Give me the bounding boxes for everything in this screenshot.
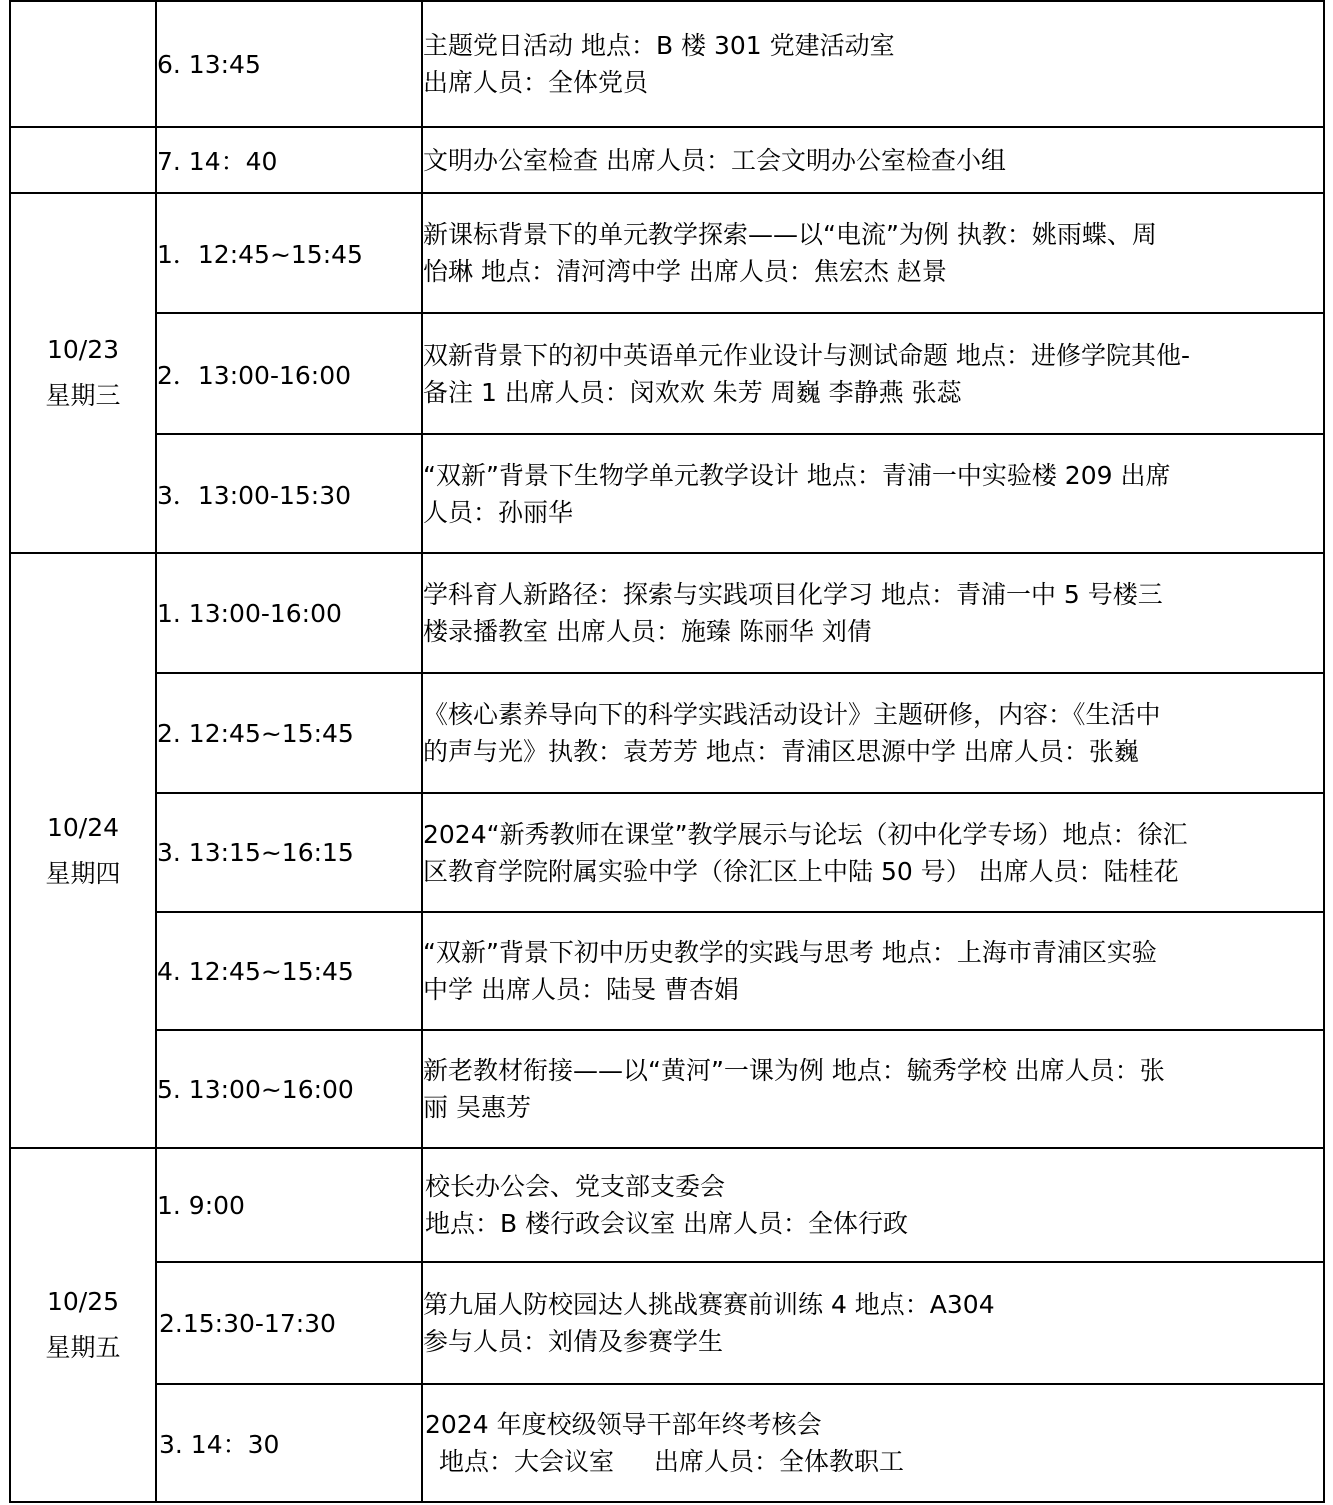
event-line: 参与人员：刘倩及参赛学生 <box>423 1327 724 1356</box>
weekday-label: 星期四 <box>45 858 121 888</box>
day-cell <box>10 553 156 1148</box>
event-cell <box>422 1262 1324 1384</box>
event-cell <box>422 1030 1324 1148</box>
event-cell <box>422 1148 1324 1262</box>
event-cell <box>422 912 1324 1030</box>
location-text: 地点：大会议室 <box>439 1447 615 1476</box>
day-cell <box>10 127 156 193</box>
attendees-text: 出席人员：全体教职工 <box>654 1447 905 1476</box>
event-line <box>425 1443 1323 1480</box>
time-cell: 3. 13:15~16:15 <box>156 793 422 912</box>
event-cell <box>422 313 1324 434</box>
time-cell: 1. 9:00 <box>156 1148 422 1262</box>
table-row <box>10 1262 1324 1384</box>
event-line: 丽 吴惠芳 <box>423 1093 531 1122</box>
event-line: 2024 年度校级领导干部年终考核会 <box>425 1410 822 1439</box>
date-label: 10/24 <box>46 812 120 842</box>
day-cell <box>10 193 156 553</box>
day-cell <box>10 1 156 127</box>
event-cell <box>422 193 1324 313</box>
table-row <box>10 434 1324 553</box>
event-cell <box>422 553 1324 673</box>
event-line: 2024“新秀教师在课堂”教学展示与论坛（初中化学专场）地点：徐汇 <box>423 819 1188 849</box>
event-line: 人员：孙丽华 <box>423 497 574 527</box>
time-cell: 2. 12:45~15:45 <box>156 673 422 793</box>
event-line: 中学 出席人员：陆旻 曹杏娟 <box>423 975 739 1004</box>
weekday-label: 星期三 <box>45 381 121 410</box>
time-cell: 3．13:00-15:30 <box>156 434 422 553</box>
event-cell <box>422 1384 1324 1502</box>
time-cell: 2．13:00-16:00 <box>156 313 422 434</box>
event-line: “双新”背景下初中历史教学的实践与思考 地点：上海市青浦区实验 <box>423 938 1157 967</box>
schedule-table <box>9 0 1325 1503</box>
table-row <box>10 1384 1324 1502</box>
date-label: 10/23 <box>46 335 120 364</box>
event-cell <box>422 127 1324 193</box>
time-cell: 2.15:30-17:30 <box>156 1262 422 1384</box>
table-row <box>10 1148 1324 1262</box>
table-row <box>10 127 1324 193</box>
table-row <box>10 912 1324 1030</box>
time-cell: 5. 13:00~16:00 <box>156 1030 422 1148</box>
event-line: 双新背景下的初中英语单元作业设计与测试命题 地点：进修学院其他- <box>423 340 1190 370</box>
event-line: 《核心素养导向下的科学实践活动设计》主题研修，内容：《生活中 <box>423 700 1161 729</box>
event-line: 备注 1 出席人员：闵欢欢 朱芳 周巍 李静燕 张蕊 <box>423 377 962 407</box>
day-cell <box>10 1148 156 1502</box>
table-row <box>10 1 1324 127</box>
event-line: 地点：B 楼行政会议室 出席人员：全体行政 <box>425 1209 909 1238</box>
event-cell <box>422 1 1324 127</box>
time-cell: 7. 14：40 <box>156 127 422 193</box>
time-cell: 1．12:45~15:45 <box>156 193 422 313</box>
event-line: 楼录播教室 出席人员：施臻 陈丽华 刘倩 <box>423 617 872 646</box>
event-line: 主题党日活动 地点：B 楼 301 党建活动室 <box>423 31 895 60</box>
event-line: 第九届人防校园达人挑战赛赛前训练 4 地点：A304 <box>423 1290 995 1319</box>
event-line: 新老教材衔接——以“黄河”一课为例 地点：毓秀学校 出席人员：张 <box>423 1056 1165 1085</box>
event-line: 怡琳 地点：清河湾中学 出席人员：焦宏杰 赵景 <box>423 257 947 286</box>
time-cell: 3. 14：30 <box>156 1384 422 1502</box>
event-line: 新课标背景下的单元教学探索——以“电流”为例 执教：姚雨蝶、周 <box>423 220 1157 249</box>
table-row <box>10 313 1324 434</box>
event-line: 文明办公室检查 出席人员：工会文明办公室检查小组 <box>423 145 1006 175</box>
event-line: “双新”背景下生物学单元教学设计 地点：青浦一中实验楼 209 出席 <box>423 460 1171 490</box>
time-cell: 6. 13:45 <box>156 1 422 127</box>
table-row <box>10 553 1324 673</box>
event-cell <box>422 434 1324 553</box>
date-label: 10/25 <box>46 1287 120 1316</box>
event-cell <box>422 793 1324 912</box>
time-cell: 1. 13:00-16:00 <box>156 553 422 673</box>
table-row <box>10 793 1324 912</box>
event-line: 学科育人新路径：探索与实践项目化学习 地点：青浦一中 5 号楼三 <box>423 580 1163 609</box>
table-row <box>10 673 1324 793</box>
table-row <box>10 1030 1324 1148</box>
event-line: 出席人员：全体党员 <box>423 68 649 97</box>
event-cell <box>422 673 1324 793</box>
weekday-label: 星期五 <box>45 1333 121 1362</box>
event-line: 的声与光》执教：袁芳芳 地点：青浦区思源中学 出席人员：张巍 <box>423 737 1139 766</box>
event-line: 区教育学院附属实验中学（徐汇区上中陆 50 号） 出席人员：陆桂花 <box>423 856 1179 886</box>
event-line: 校长办公会、党支部支委会 <box>425 1172 726 1201</box>
time-cell: 4. 12:45~15:45 <box>156 912 422 1030</box>
table-row <box>10 193 1324 313</box>
